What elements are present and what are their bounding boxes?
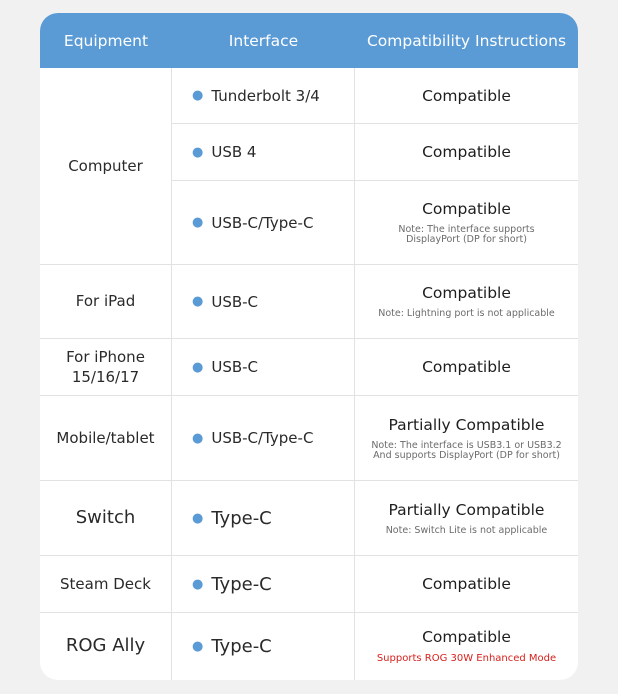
note-line: Note: The interface is USB3.1 or USB3.2 [371, 439, 562, 451]
compatibility-table [40, 13, 578, 680]
compat-cell [355, 339, 578, 396]
interface-cell [172, 556, 355, 613]
bullet-icon: ● [192, 430, 204, 446]
bullet-icon: ● [192, 510, 204, 526]
compat-cell [355, 396, 578, 481]
equipment-iphone [40, 339, 172, 396]
note-line: DisplayPort (DP for short) [406, 234, 527, 245]
compat-cell [355, 181, 578, 265]
interface-cell [172, 124, 355, 181]
compat-status: Compatible [422, 200, 511, 219]
compat-note: Note: Lightning port is not applicable [378, 308, 555, 320]
compat-cell [355, 68, 578, 124]
compat-cell [355, 124, 578, 181]
equipment-rog: ROG Ally [40, 613, 172, 680]
compat-cell [355, 556, 578, 613]
interface-cell [172, 265, 355, 339]
table-header [40, 13, 578, 68]
equipment-switch: Switch [40, 481, 172, 556]
header-equipment: Equipment [63, 31, 149, 50]
compat-status: Compatible [422, 284, 511, 303]
interface-label: USB 4 [211, 143, 257, 161]
bullet-icon: ● [192, 88, 204, 103]
compat-cell [355, 481, 578, 556]
equipment-iphone-line2: 15/16/17 [71, 368, 140, 386]
interface-cell [172, 68, 355, 124]
compat-status: Compatible [422, 86, 511, 105]
compat-status: Compatible [422, 143, 511, 161]
header-interface: Interface [228, 31, 299, 50]
interface-label: Type-C [211, 573, 272, 595]
interface-cell [172, 613, 355, 680]
interface-cell [172, 481, 355, 556]
compat-cell [355, 265, 578, 339]
interface-label: Tunderbolt 3/4 [211, 86, 320, 105]
note-line: Note: The interface supports [398, 224, 535, 236]
equipment-steamdeck: Steam Deck [40, 556, 172, 613]
interface-label: Type-C [211, 507, 272, 529]
interface-label: USB-C/Type-C [211, 429, 314, 447]
interface-cell [172, 396, 355, 481]
equipment-mobile: Mobile/tablet [40, 396, 172, 481]
compat-note: Note: Switch Lite is not applicable [385, 524, 548, 536]
table-body [40, 68, 578, 680]
compat-cell [355, 613, 578, 680]
compat-status: Partially Compatible [388, 500, 545, 519]
bullet-icon: ● [192, 359, 204, 375]
bullet-icon: ● [192, 639, 204, 654]
interface-label: USB-C [211, 292, 259, 311]
interface-cell [172, 339, 355, 396]
interface-label: USB-C [211, 358, 259, 376]
interface-label: Type-C [211, 636, 272, 657]
compat-status: Compatible [422, 575, 511, 593]
equipment-computer: Computer [40, 68, 172, 265]
compat-status: Compatible [422, 358, 511, 376]
equipment-iphone-line1: For iPhone [66, 347, 145, 366]
bullet-icon: ● [192, 144, 204, 160]
compat-status: Compatible [422, 628, 511, 647]
interface-cell [172, 181, 355, 265]
bullet-icon: ● [192, 215, 204, 230]
compat-note [371, 441, 561, 461]
interface-label: USB-C/Type-C [211, 213, 314, 232]
equipment-ipad: For iPad [40, 265, 172, 339]
bullet-icon: ● [192, 294, 204, 309]
note-line: And supports DisplayPort (DP for short) [373, 449, 560, 461]
compat-note [398, 225, 534, 245]
bullet-icon: ● [192, 576, 204, 592]
header-compatibility: Compatibility Instructions [366, 31, 567, 50]
compat-note-highlight: Supports ROG 30W Enhanced Mode [376, 653, 557, 665]
compat-status: Partially Compatible [388, 415, 545, 434]
